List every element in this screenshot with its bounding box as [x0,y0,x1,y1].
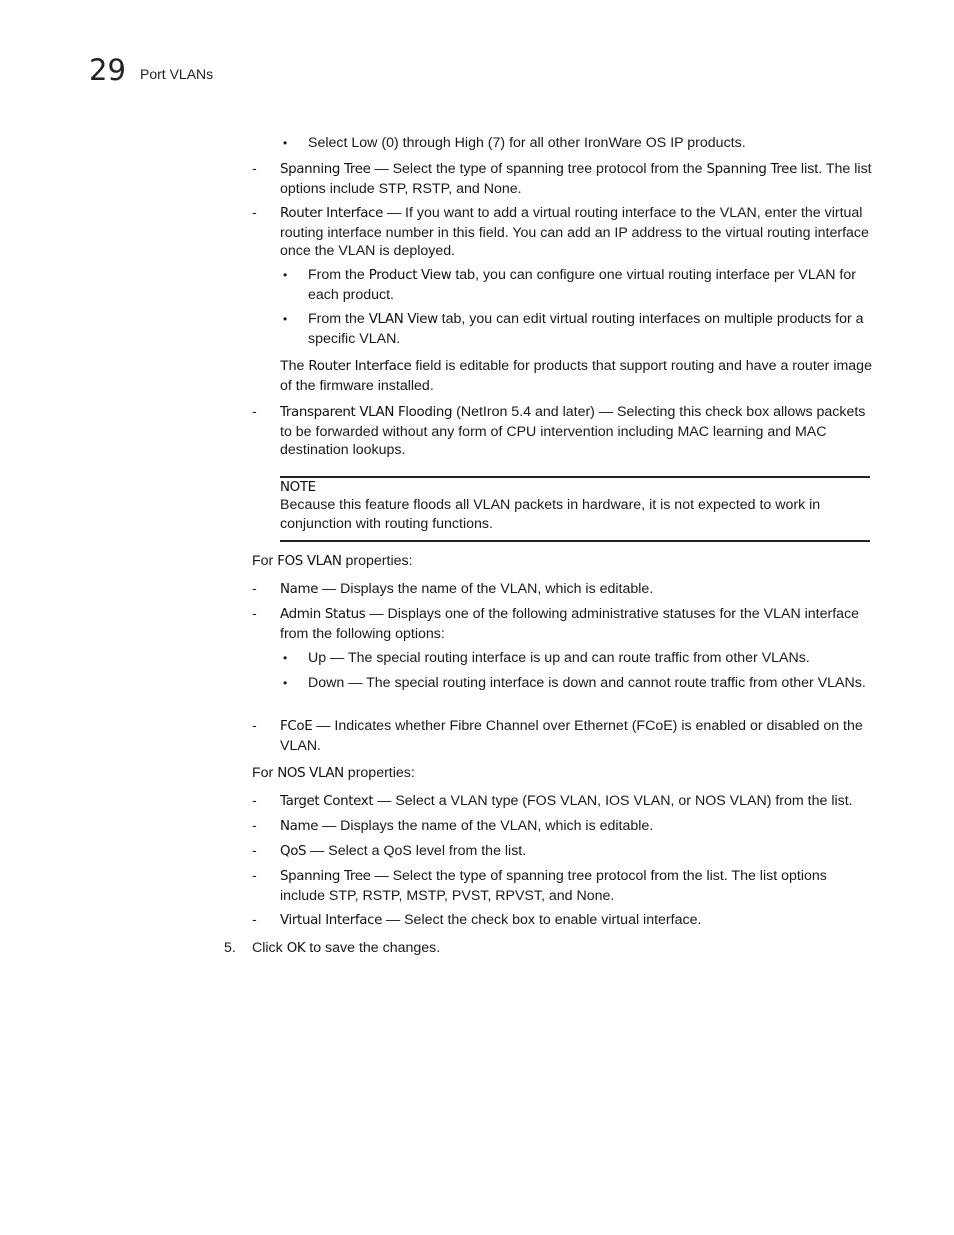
dash-marker: - [252,868,257,884]
step-number: 5. [224,940,236,956]
item-admin-status: Admin Status — Displays one of the following administrative statuses for the VLAN interface from the following options: [280,606,860,642]
note-box [280,476,870,542]
dash-marker: - [252,843,257,859]
item-target-context: Target Context — Select a VLAN type (FOS VLAN, IOS VLAN, or NOS VLAN) from the list. [280,793,853,809]
dash-marker: - [252,718,257,734]
dash-marker: - [252,404,257,420]
chapter-title: Port VLANs [140,66,214,82]
note-text: Because this feature floods all VLAN packets in hardware, it is not expected to work in conjunction with routing functions. [280,497,821,532]
bullet-marker: • [283,651,288,665]
chapter-number: 29 [89,53,126,87]
nos-vlan-intro: For NOS VLAN properties: [252,765,415,781]
bullet-marker: • [283,312,288,326]
bullet-marker: • [283,676,288,690]
dash-marker: - [252,912,257,928]
bullet-vlan-view: From the VLAN View tab, you can edit virtual routing interfaces on multiple products for a specific VLAN. [308,311,864,347]
bullet-marker: • [283,268,288,282]
router-interface-note: The Router Interface field is editable for products that support routing and have a router image of the firmware installed. [280,358,872,394]
bullet-marker: • [283,136,288,150]
dash-marker: - [252,606,257,622]
bullet-low-high: Select Low (0) through High (7) for all other IronWare OS IP products. [308,135,746,151]
item-transparent-vlan-flooding: Transparent VLAN Flooding (NetIron 5.4 and later) — Selecting this check box allows packets to be forwarded without any form of CPU intervention including MAC learning and MAC destination lookups. [280,404,866,459]
item-qos: QoS — Select a QoS level from the list. [280,843,527,859]
bullet-up: Up — The special routing interface is up and can route traffic from other VLANs. [308,650,810,666]
item-virtual-interface: Virtual Interface — Select the check box to enable virtual interface. [280,912,702,928]
bullet-product-view: From the Product View tab, you can configure one virtual routing interface per VLAN for each product. [308,267,856,303]
bullet-down: Down — The special routing interface is down and cannot route traffic from other VLANs. [308,675,866,691]
item-fcoe: FCoE — Indicates whether Fibre Channel over Ethernet (FCoE) is enabled or disabled on the VLAN. [280,718,863,754]
dash-marker: - [252,205,257,221]
dash-marker: - [252,161,257,177]
item-fos-name: Name — Displays the name of the VLAN, which is editable. [280,581,654,597]
fos-vlan-intro: For FOS VLAN properties: [252,553,413,569]
item-nos-spanning-tree: Spanning Tree — Select the type of spanning tree protocol from the list. The list options include STP, RSTP, MSTP, PVST, RPVST, and None. [280,868,827,904]
dash-marker: - [252,793,257,809]
dash-marker: - [252,581,257,597]
item-nos-name: Name — Displays the name of the VLAN, which is editable. [280,818,654,834]
step-5-text: Click OK to save the changes. [252,940,441,956]
dash-marker: - [252,818,257,834]
item-spanning-tree: Spanning Tree — Select the type of spanning tree protocol from the Spanning Tree list. The list options include STP, RSTP, and None. [280,161,872,197]
item-router-interface: Router Interface — If you want to add a virtual routing interface to the VLAN, enter the virtual routing interface number in this field. You can add an IP address to the virtual routing interface once the VLAN is deployed. [280,205,869,260]
note-label: NOTE [280,480,316,495]
